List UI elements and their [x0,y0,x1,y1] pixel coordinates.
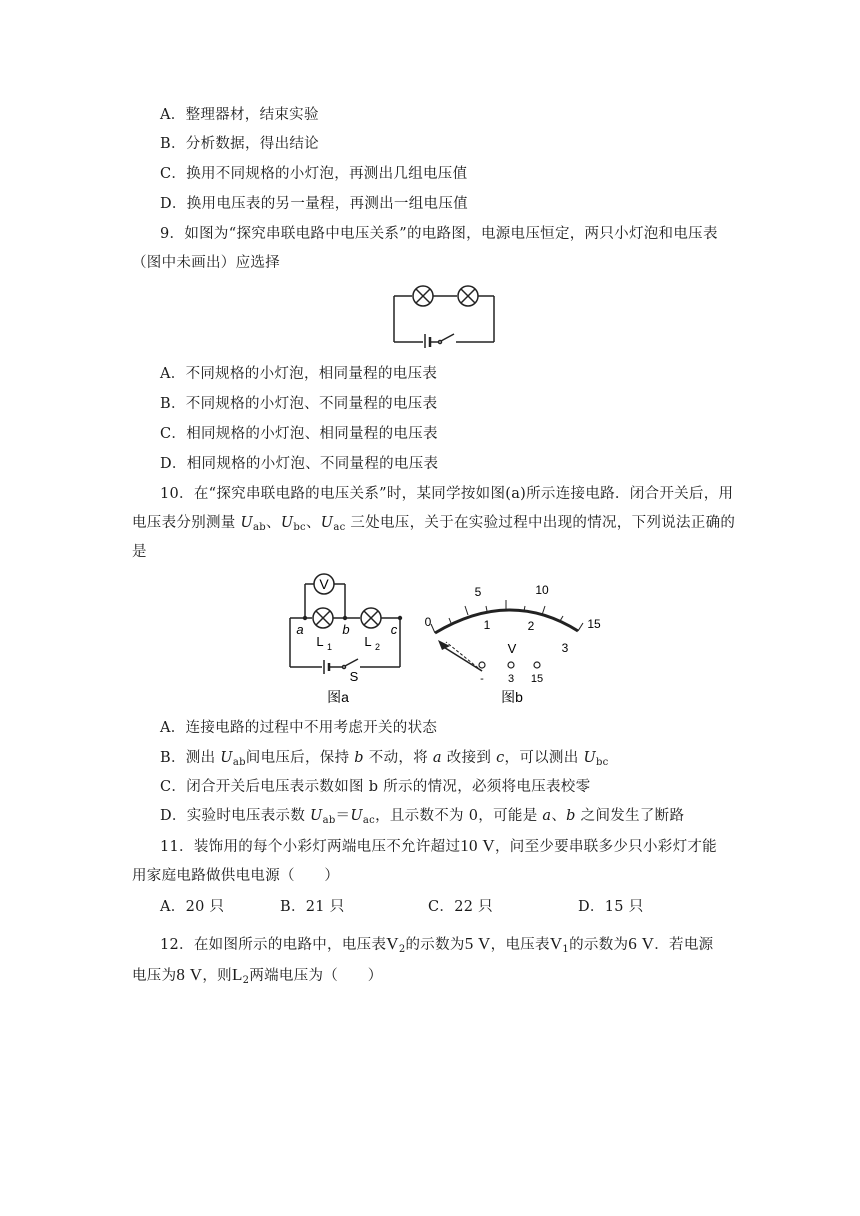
stem-text: ，问至少要串联多少只小彩灯才能 [494,839,717,855]
subscript: 2 [398,944,406,955]
voltage-value: 6 V [628,934,655,953]
option-text: 相同规格的小灯泡、相同量程的电压表 [186,426,438,442]
point-c-label: c [390,622,398,637]
q9-stem-line2: （图中未画出）应选择 [132,255,280,271]
option-text: ＝ [335,808,351,824]
option-text: 21 只 [305,899,345,915]
option-label: D． [160,808,187,824]
option-text: 不动，将 [363,750,433,766]
option-label: C． [160,166,187,182]
option-label: B． [160,750,186,766]
upper-scale-15: 15 [587,617,601,631]
option-text: 测出 [185,750,221,766]
lamp2-sub: 2 [375,642,381,652]
stem-text: 两端电压为（ ） [249,968,383,984]
voltage-value: 8 V [176,965,203,984]
stem-text: ，电压表 [490,937,550,953]
figure-a-caption: 图a [327,689,349,705]
subscript: 2 [242,975,250,986]
lamp1-sub: 1 [327,642,333,652]
option-text: 连接电路的过程中不用考虑开关的状态 [185,720,438,736]
option-text: ，可以测出 [504,750,584,766]
option-text: 不同规格的小灯泡，相同量程的电压表 [185,366,438,382]
terminal-3: 3 [507,673,515,685]
terminal-minus: - [480,673,484,685]
voltage-value: 5 V [464,934,491,953]
option-label: A． [160,366,186,382]
q11-stem-line2: 用家庭电路做供电电源（ ） [132,868,340,884]
lower-scale-3: 3 [561,641,569,655]
option-text: 之间发生了断路 [575,808,685,824]
lamp1-label: L [316,634,324,649]
q11-option-c [428,897,493,917]
unit-label: V [507,641,517,656]
voltmeter-label: V [319,576,329,592]
subscript: ab [253,522,267,533]
terminal-15: 15 [530,673,544,685]
q11-option-d [578,897,644,917]
u-symbol: U [320,515,334,531]
stem-text: 12．在如图所示的电路中，电压表 [160,937,387,953]
stem-text: 的示数为 [569,937,629,953]
q10-option-d [160,806,684,831]
option-text: ，且示数不为 0，可能是 [375,808,543,824]
q9-option-c [160,424,438,444]
subscript: ac [362,815,376,826]
option-text: 、 [551,808,567,824]
var-b: b [566,808,576,824]
q8-option-a [160,105,319,125]
q8-option-c [160,164,467,184]
option-label: C． [160,426,187,442]
q10-figure-a [282,570,412,710]
option-label: D． [578,899,605,915]
option-text: 实验时电压表示数 [186,808,311,824]
var-b: b [354,750,364,766]
option-label: A． [160,899,186,915]
q9-option-a [160,364,437,384]
var-a: a [542,808,552,824]
option-text: 分析数据，得出结论 [185,136,319,152]
option-label: D． [160,456,187,472]
u-symbol: U [350,808,363,824]
stem-text: 电压为 [132,968,177,984]
q9-circuit-diagram [388,282,500,348]
q10-figure-b-voltmeter [420,576,610,710]
option-text: 闭合开关后电压表示数如图 b 所示的情况，必须将电压表校零 [186,779,591,795]
subscript: bc [595,757,609,768]
stem-text: 、 [305,515,321,531]
switch-label: S [349,669,359,684]
q8-option-d [160,194,468,214]
u-symbol: U [220,750,233,766]
stem-text: 电压表分别测量 [132,515,241,531]
q11-option-a [160,897,224,917]
q10-stem-line3: 是 [132,544,147,560]
u-symbol: U [310,808,323,824]
option-text: 改接到 [441,750,497,766]
upper-scale-0: 0 [424,615,432,629]
q10-stem-line1: 10．在“探究串联电路的电压关系”时，某同学按如图(a)所示连接电路．闭合开关后，用 [160,486,734,502]
u-symbol: U [280,515,294,531]
stem-text: 的示数为 [405,937,465,953]
q12-stem-line2 [132,965,383,991]
option-text: 22 只 [454,899,493,915]
q10-option-a [160,718,437,738]
q10-option-b [160,748,609,773]
option-text: 20 只 [185,899,225,915]
option-label: B． [280,899,306,915]
option-text: 换用电压表的另一量程，再测出一组电压值 [186,196,468,212]
stem-text: ，则 [202,968,232,984]
lamp2-label: L [364,634,372,649]
option-text: 间电压后，保持 [245,750,355,766]
lamp-l2: L [231,965,243,984]
stem-text: 、 [266,515,281,531]
var-a: a [432,750,442,766]
option-text: 不同规格的小灯泡、不同量程的电压表 [185,396,438,412]
meter-v1: V [549,934,563,953]
q12-stem-line1 [160,934,713,960]
upper-scale-5: 5 [474,585,482,599]
stem-text: 三处电压，关于在实验过程中出现的情况，下列说法正确的 [345,515,736,531]
option-label: C． [160,779,187,795]
point-b-label: b [342,622,350,637]
q8-option-b [160,134,319,154]
figure-b-caption: 图b [501,689,523,705]
stem-text: ．若电源 [654,937,714,953]
option-label: C． [428,899,455,915]
var-c: c [496,750,505,766]
q10-stem-line2 [132,513,735,538]
q10-option-c [160,777,590,797]
u-symbol: U [583,750,596,766]
subscript: 1 [562,944,570,955]
lower-scale-2: 2 [527,619,535,633]
option-text: 15 只 [604,899,644,915]
option-label: A． [160,720,186,736]
subscript: ab [232,757,246,768]
stem-text: 11．装饰用的每个小彩灯两端电压不允许超过 [160,839,461,855]
option-label: B． [160,396,186,412]
lower-scale-1: 1 [483,618,491,632]
point-a-label: a [296,622,304,637]
q9-option-d [160,454,438,474]
needle-icon [438,640,482,671]
voltage-value: 10 V [460,836,495,855]
option-text: 换用不同规格的小灯泡，再测出几组电压值 [186,166,468,182]
q11-option-b [280,897,345,917]
q9-option-b [160,394,437,414]
option-label: A． [160,107,186,123]
option-label: B． [160,136,186,152]
q9-stem-line1: 9．如图为“探究串联电路中电压关系”的电路图，电源电压恒定，两只小灯泡和电压表 [160,226,718,242]
option-text: 相同规格的小灯泡、不同量程的电压表 [186,456,439,472]
upper-scale-10: 10 [535,583,549,597]
subscript: ab [322,815,336,826]
meter-v2: V [386,934,399,953]
subscript: ac [333,522,346,533]
q11-stem-line1 [160,836,717,857]
option-label: D． [160,196,187,212]
option-text: 整理器材，结束实验 [185,107,319,123]
u-symbol: U [240,515,254,531]
subscript: bc [293,522,306,533]
